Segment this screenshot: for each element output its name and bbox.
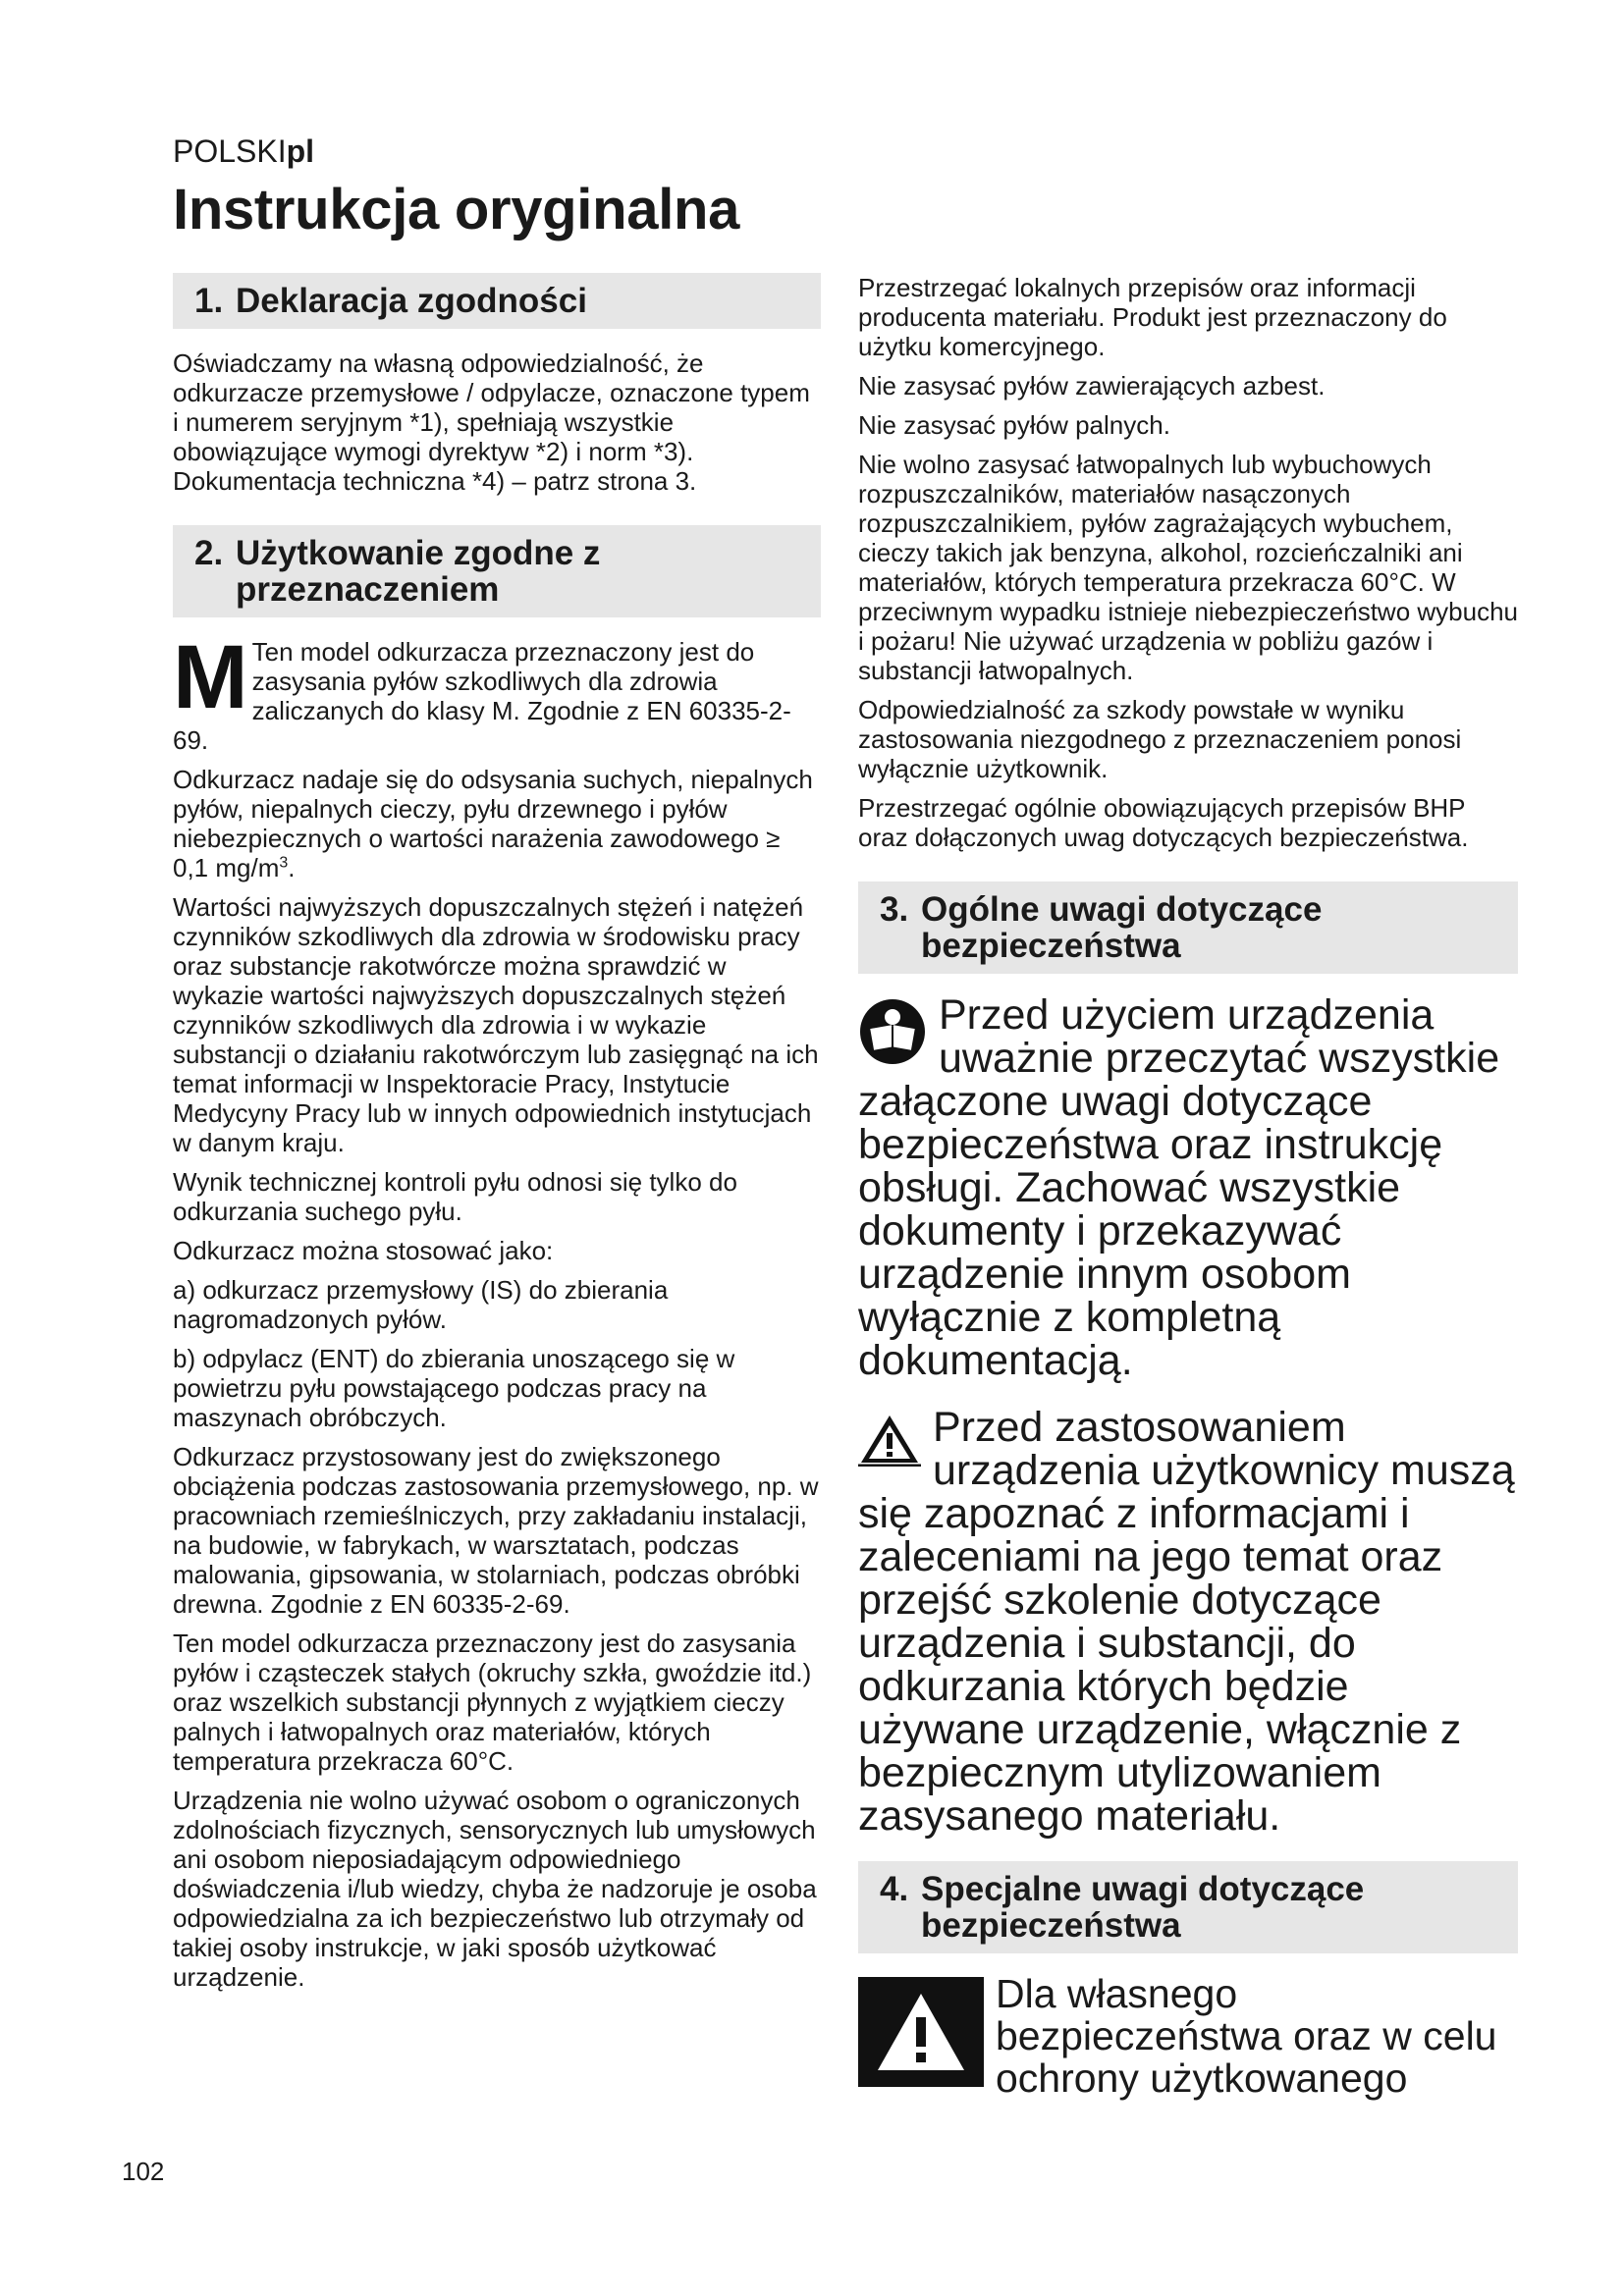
section2-p2-text: Odkurzacz nadaje się do odsysania suchych, niepalnych pyłów, niepalnych cieczy, pyłu drzewnego i pyłów niebezpiecznych o wartości narażenia zawodowego ≥ 0,1 mg/m xyxy=(173,765,813,882)
section2-p2-end: . xyxy=(288,853,296,882)
section2-paragraph-10: Urządzenia nie wolno używać osobom o ograniczonych zdolnościach fizycznych, sensorycznych lub umysłowych ani osobom nieposiadającym odpowiedniego doświadczenia i/lub wiedzy, chyba że nadzoruje je osoba odpowiedzialna za ich bezpieczeństwo lub otrzymały od takiej osoby instrukcje, w jaki sposób użytkować urządzenie. xyxy=(173,1786,817,1992)
right-paragraph-1: Przestrzegać lokalnych przepisów oraz informacji producenta materiału. Produkt jest przeznaczony do użytku komercyjnego. xyxy=(858,273,1447,361)
section4-heading xyxy=(858,1861,1518,1953)
section2-heading xyxy=(173,525,821,617)
right-paragraph-3: Nie zasysać pyłów palnych. xyxy=(858,410,1170,440)
section4-warning-row xyxy=(858,1973,1518,2100)
section4-number: 4. xyxy=(880,1870,909,1908)
section4-warning-text: Dla własnego bezpieczeństwa oraz w celu ochrony użytkowanego xyxy=(996,1971,1497,2101)
section1-paragraph: Oświadczamy na własną odpowiedzialność, że odkurzacze przemysłowe / odpylacze, oznaczone typem i numerem seryjnym *1), spełniają wszystkie obowiązujące wymogi dyrektyw *2) i norm *3). Dokumentacja techniczna *4) – patrz strona 3. xyxy=(173,348,810,496)
section3-title: Ogólne uwagi dotyczące bezpieczeństwa xyxy=(921,890,1323,965)
right-column xyxy=(858,273,1518,2100)
section2-paragraph-2 xyxy=(173,765,821,882)
section2-p1-text: Ten model odkurzacza przeznaczony jest do zasysania pyłów szkodliwych dla zdrowia zaliczanych do klasy M. Zgodnie z EN 60335-2-69. xyxy=(173,637,791,755)
dust-class-m-icon: M xyxy=(173,627,246,727)
section2-paragraph-9: Ten model odkurzacza przeznaczony jest do zasysania pyłów i cząsteczek stałych (okruchy szkła, gwoździe itd.) oraz wszelkich substancji płynnych z wyjątkiem cieczy palnych i łatwopalnych oraz materiałów, których temperatura przekracza 60°C. xyxy=(173,1629,812,1776)
section1-heading xyxy=(173,273,821,329)
left-column xyxy=(173,273,821,2002)
section2-paragraph-7: b) odpylacz (ENT) do zbierania unoszącego się w powietrzu pyłu powstającego podczas pracy na maszynach obróbczych. xyxy=(173,1344,735,1432)
section1-title: Deklaracja zgodności xyxy=(236,282,587,320)
section3-read-manual-notice xyxy=(858,993,1518,1382)
section2-paragraph-6: a) odkurzacz przemysłowy (IS) do zbierania nagromadzonych pyłów. xyxy=(173,1275,669,1334)
section3-big2-text: Przed zastosowaniem urządzenia użytkownicy muszą się zapoznać z informacjami i zaleceniami na jego temat oraz przejść szkolenie dotyczące urządzenia i substancji, do odkurzania których będzie używane urządzenie, włącznie z bezpiecznym utylizowaniem zasysanego materiału. xyxy=(858,1404,1515,1840)
section2-p2-superscript: 3 xyxy=(279,854,289,872)
language-label xyxy=(173,133,314,170)
language-name: POLSKI xyxy=(173,133,287,169)
section2-number: 2. xyxy=(194,534,224,572)
section2-title: Użytkowanie zgodne z przeznaczeniem xyxy=(236,534,601,609)
section3-big1-text: Przed użyciem urządzenia uważnie przeczytać wszystkie załączone uwagi dotyczące bezpieczeństwa oraz instrukcję obsługi. Zachować wszystkie dokumenty i przekazywać urządzenie innym osobom wyłącznie z kompletną dokumentacją. xyxy=(858,991,1500,1384)
section4-title: Specjalne uwagi dotyczące bezpieczeństwa xyxy=(921,1870,1365,1945)
section3-number: 3. xyxy=(880,890,909,929)
section1-number: 1. xyxy=(194,282,224,320)
section2-paragraph-5: Odkurzacz można stosować jako: xyxy=(173,1236,554,1265)
section2-paragraph-3: Wartości najwyższych dopuszczalnych stężeń i natężeń czynników szkodliwych dla zdrowia w środowisku pracy oraz substancje rakotwórcze można sprawdzić w wykazie wartości najwyższych dopuszczalnych stężeń czynników szkodliwych dla zdrowia i w wykazie substancji o działaniu rakotwórczym lub zasięgnąć na ich temat informacji w Inspektoracie Pracy, Instytucie Medycyny Pracy lub w innych odpowiednich instytucjach w danym kraju. xyxy=(173,892,819,1157)
page-number: 102 xyxy=(122,2157,165,2186)
section2-paragraph-class-m xyxy=(173,627,821,755)
right-paragraph-5: Odpowiedzialność za szkody powstałe w wyniku zastosowania niezgodnego z przeznaczeniem ponosi wyłącznie użytkownik. xyxy=(858,695,1462,783)
document-title: Instrukcja oryginalna xyxy=(173,178,740,241)
section2-paragraph-8: Odkurzacz przystosowany jest do zwiększonego obciążenia podczas zastosowania przemysłowego, np. w pracowniach rzemieślniczych, przy zakładaniu instalacji, na budowie, w fabrykach, w warsztatach, podczas malowania, gipsowania, w stolarniach, podczas obróbki drewna. Zgodnie z EN 60335-2-69. xyxy=(173,1442,819,1619)
section3-heading xyxy=(858,881,1518,974)
language-code: pl xyxy=(286,133,315,169)
read-manual-icon xyxy=(858,997,927,1074)
section3-training-notice xyxy=(858,1406,1518,1838)
right-paragraph-2: Nie zasysać pyłów zawierających azbest. xyxy=(858,371,1326,400)
warning-triangle-large-icon xyxy=(858,1977,984,2087)
warning-triangle-icon xyxy=(858,1412,921,1474)
right-paragraph-6: Przestrzegać ogólnie obowiązujących przepisów BHP oraz dołączonych uwag dotyczących bezpieczeństwa. xyxy=(858,793,1469,852)
section2-paragraph-4: Wynik technicznej kontroli pyłu odnosi się tylko do odkurzania suchego pyłu. xyxy=(173,1167,737,1226)
right-paragraph-4: Nie wolno zasysać łatwopalnych lub wybuchowych rozpuszczalników, materiałów nasączonych rozpuszczalnikiem, pyłów zagrażających wybuchem, cieczy takich jak benzyna, alkohol, rozcieńczalniki ani materiałów, których temperatura przekracza 60°C. W przeciwnym wypadku istnieje niebezpieczeństwo wybuchu i pożaru! Nie używać urządzenia w pobliżu gazów i substancji łatwopalnych. xyxy=(858,450,1519,685)
